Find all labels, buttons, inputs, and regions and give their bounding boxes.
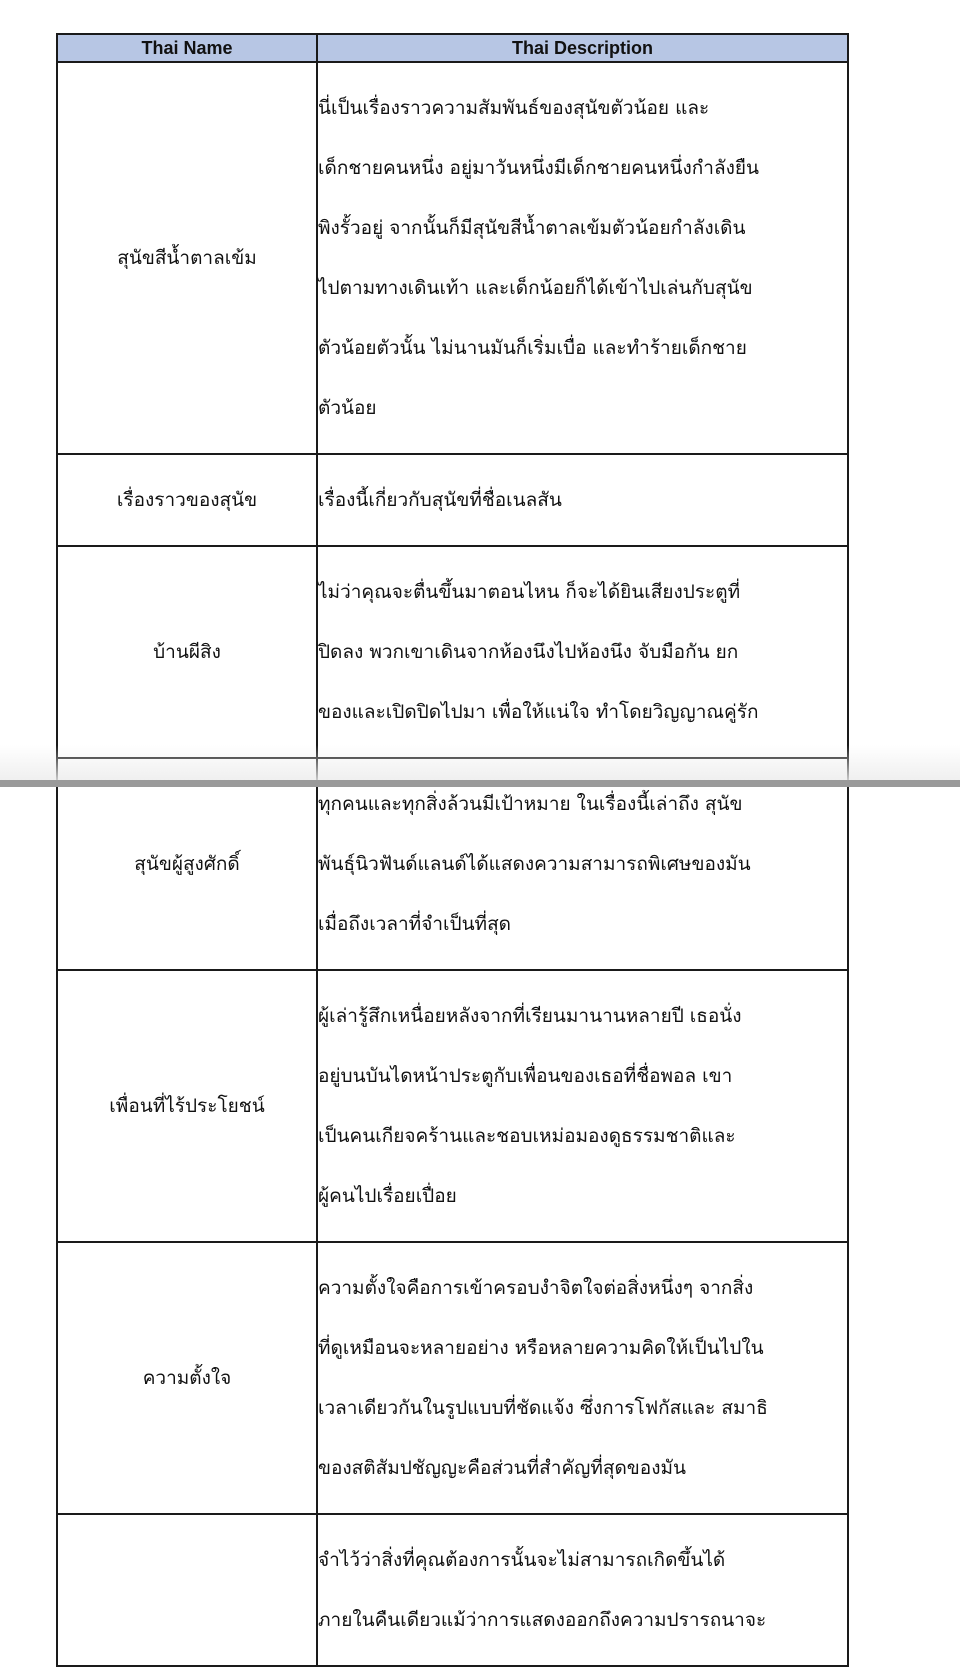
description-line: จำไว้ว่าสิ่งที่คุณต้องการนั้นจะไม่สามารถเกิดขึ้นได้ [318, 1549, 726, 1571]
description-line: ตัวน้อย [318, 397, 377, 419]
thai-description-cell [317, 454, 848, 546]
description-line: ปิดลง พวกเขาเดินจากห้องนึงไปห้องนึง จับมือกัน ยก [318, 641, 739, 663]
table-row [57, 1514, 848, 1666]
description-line: ไปตามทางเดินเท้า และเด็กน้อยก็ได้เข้าไปเล่นกับสุนัข [318, 277, 753, 299]
column-header-thai-name: Thai Name [57, 34, 317, 62]
table-row [57, 546, 848, 758]
thai-name-cell: ความตั้งใจ [57, 1242, 317, 1514]
description-line: ของและเปิดปิดไปมา เพื่อให้แน่ใจ ทำโดยวิญญาณคู่รัก [318, 701, 759, 723]
description-line: อยู่บนบันไดหน้าประตูกับเพื่อนของเธอที่ชื่อพอล เขา [318, 1065, 733, 1087]
thai-name-cell [57, 1514, 317, 1666]
thai-description-cell [317, 1514, 848, 1666]
description-line: เป็นคนเกียจคร้านและชอบเหม่อมองดูธรรมชาติและ [318, 1125, 736, 1147]
description-line: เรื่องนี้เกี่ยวกับสุนัขที่ชื่อเนลสัน [318, 489, 562, 511]
description-line: พันธุ์นิวฟันด์แลนด์ได้แสดงความสามารถพิเศษของมัน [318, 853, 751, 875]
description-line: เมื่อถึงเวลาที่จำเป็นที่สุด [318, 913, 512, 935]
description-line: เวลาเดียวกันในรูปแบบที่ชัดแจ้ง ซึ่งการโฟกัสและ สมาธิ [318, 1397, 768, 1419]
description-line: ทุกคนและทุกสิ่งล้วนมีเป้าหมาย ในเรื่องนี้เล่าถึง สุนัข [318, 793, 743, 815]
thai-name-cell: สุนัขผู้สูงศักดิ์ [57, 758, 317, 970]
description-line: ผู้คนไปเรื่อยเปื่อย [318, 1185, 457, 1207]
thai-description-cell [317, 62, 848, 454]
thai-description-cell [317, 970, 848, 1242]
description-line: เด็กชายคนหนึ่ง อยู่มาวันหนึ่งมีเด็กชายคนหนึ่งกำลังยืน [318, 157, 760, 179]
description-line: นี่เป็นเรื่องราวความสัมพันธ์ของสุนัขตัวน้อย และ [318, 97, 710, 119]
description-line: ที่ดูเหมือนจะหลายอย่าง หรือหลายความคิดให้เป็นไปใน [318, 1337, 764, 1359]
column-header-thai-description: Thai Description [317, 34, 848, 62]
description-line: ความตั้งใจคือการเข้าครอบงำจิตใจต่อสิ่งหนึ่งๆ จากสิ่ง [318, 1277, 754, 1299]
table-header-row [57, 34, 848, 62]
thai-name-cell: เรื่องราวของสุนัข [57, 454, 317, 546]
thai-name-cell: สุนัขสีน้ำตาลเข้ม [57, 62, 317, 454]
bottom-edge-bar [0, 780, 960, 787]
thai-name-cell: บ้านผีสิง [57, 546, 317, 758]
description-line: พิงรั้วอยู่ จากนั้นก็มีสุนัขสีน้ำตาลเข้มตัวน้อยกำลังเดิน [318, 217, 746, 239]
description-line: ตัวน้อยตัวนั้น ไม่นานมันก็เริ่มเบื่อ และทำร้ายเด็กชาย [318, 337, 747, 359]
thai-description-cell [317, 546, 848, 758]
description-line: ของสติสัมปชัญญะคือส่วนที่สำคัญที่สุดของมัน [318, 1457, 686, 1479]
table-row [57, 62, 848, 454]
table-row [57, 758, 848, 970]
thai-description-cell [317, 758, 848, 970]
thai-name-cell: เพื่อนที่ไร้ประโยชน์ [57, 970, 317, 1242]
thai-description-cell [317, 1242, 848, 1514]
description-line: ผู้เล่ารู้สึกเหนื่อยหลังจากที่เรียนมานานหลายปี เธอนั่ง [318, 1005, 742, 1027]
table-row [57, 970, 848, 1242]
thai-stories-table [56, 33, 849, 1667]
description-line: ภายในคืนเดียวแม้ว่าการแสดงออกถึงความปรารถนาจะ [318, 1609, 767, 1631]
description-line: ไม่ว่าคุณจะตื่นขึ้นมาตอนไหน ก็จะได้ยินเสียงประตูที่ [318, 581, 741, 603]
table-row [57, 1242, 848, 1514]
table-row [57, 454, 848, 546]
